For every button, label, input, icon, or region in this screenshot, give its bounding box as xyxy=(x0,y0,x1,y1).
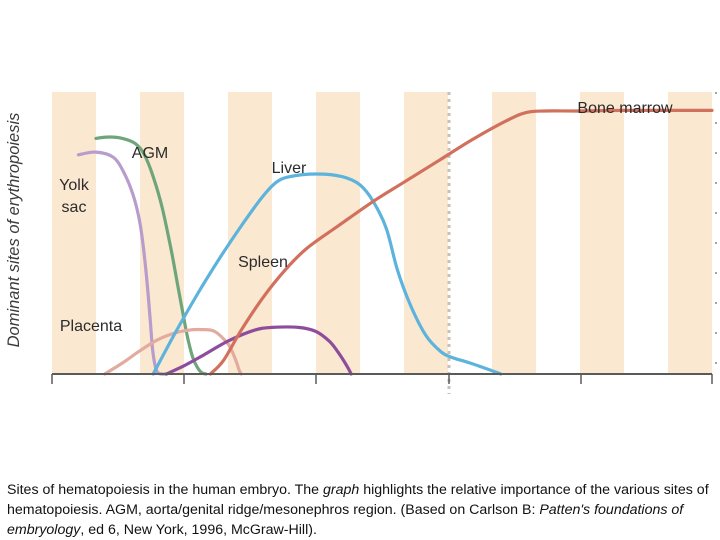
caption-text-part2: highlights the relative importance of the various sites of hematopoiesis. AGM, aorta/genital ridge/mesonephros region. (Based on Carlson B: xyxy=(7,482,709,518)
caption-text-part3: , ed 6, New York, 1996, McGraw-Hill). xyxy=(80,522,317,538)
series-label-line: Bone marrow xyxy=(577,100,673,117)
figure-caption xyxy=(7,480,712,540)
series-label-line: Yolk xyxy=(59,177,89,194)
background-band xyxy=(316,92,360,374)
series-label-line: Placenta xyxy=(59,318,123,335)
series-label-spleen xyxy=(238,254,288,271)
background-band xyxy=(404,92,448,374)
background-band xyxy=(492,92,536,374)
background-band xyxy=(580,92,624,374)
caption-graph-word: graph xyxy=(322,482,360,498)
series-label-agm xyxy=(132,145,168,162)
series-label-bone-marrow xyxy=(577,100,673,117)
series-label-placenta xyxy=(60,318,122,335)
series-label-line: Liver xyxy=(271,160,307,177)
caption-book-title: Patten's foundations of embryology xyxy=(7,502,684,538)
series-line-bone-marrow xyxy=(210,110,712,374)
y-axis-label: Dominant sites of erythropoiesis xyxy=(5,112,23,348)
series-label-line: Spleen xyxy=(238,254,288,271)
series-label-line: sac xyxy=(61,199,87,216)
background-band xyxy=(668,92,712,374)
series-label-liver xyxy=(272,160,307,177)
caption-text-part1: Sites of hematopoiesis in the human embryo. The xyxy=(7,482,323,498)
series-label-line: AGM xyxy=(131,145,169,162)
